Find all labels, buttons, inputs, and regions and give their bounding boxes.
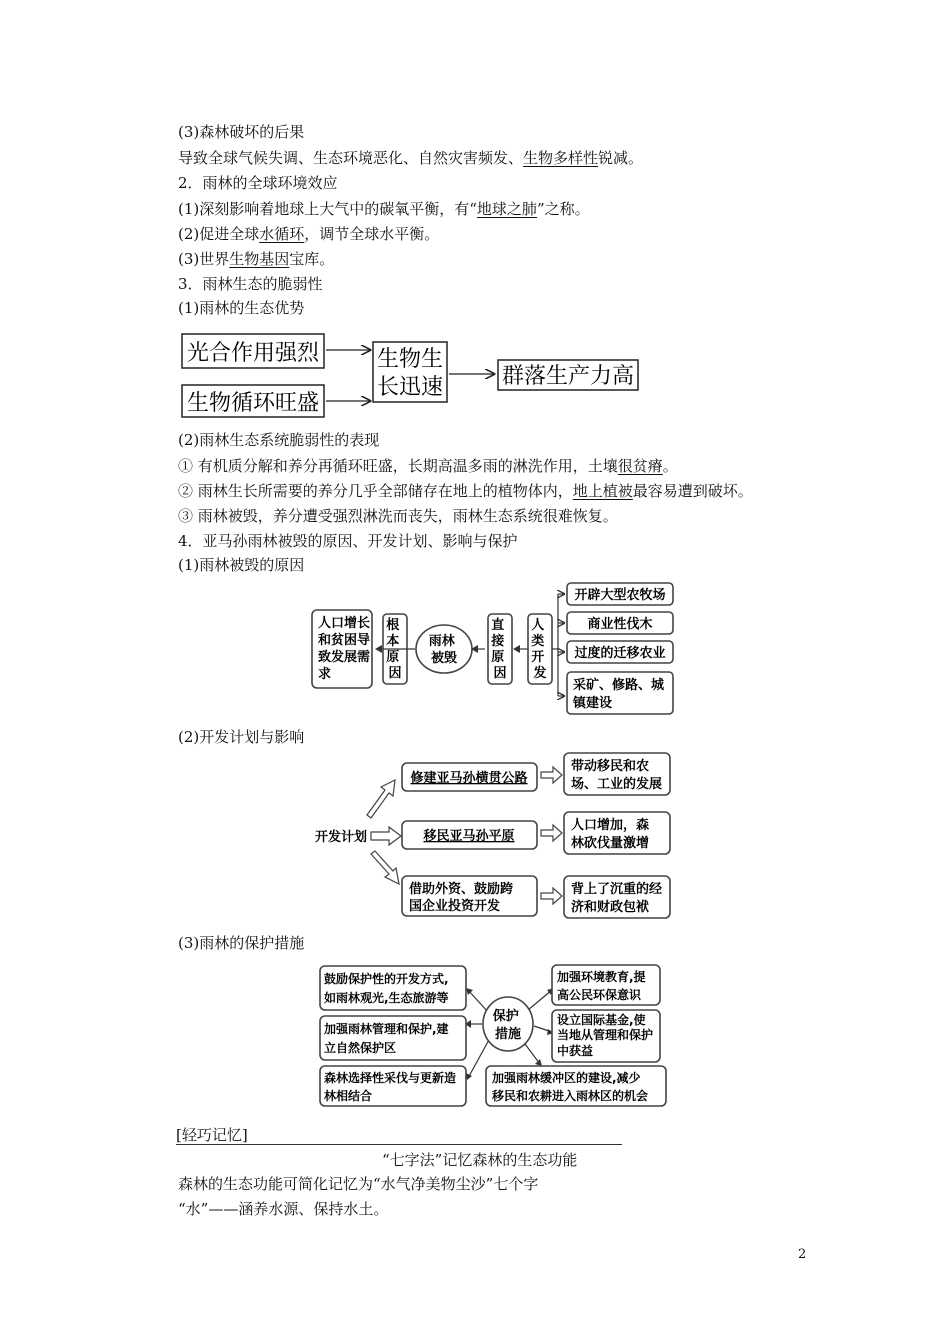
subheading-development: (2)开发计划与影响 <box>178 728 305 746</box>
text: ② 雨林生长所需要的养分几乎全部储存在地上的植物体内， <box>178 482 573 500</box>
protection-diagram <box>310 960 680 1110</box>
label-direct-cause: 直 接 原 因 <box>491 618 507 681</box>
text: (3)世界 <box>178 250 230 268</box>
label-population-growth: 人口增长 和贫困导 致发展需 求 <box>318 616 371 682</box>
label-root-cause: 根 本 原 因 <box>386 618 402 681</box>
underlined-answer: 地上植被 <box>572 482 633 500</box>
arrowhead-r3 <box>535 1059 542 1066</box>
subheading-protection: (3)雨林的保护措施 <box>178 934 305 952</box>
text: (2)促进全球 <box>178 225 260 243</box>
subheading-causes: (1)雨林被毁的原因 <box>178 556 305 574</box>
underlined-answer: 生物基因 <box>229 250 290 268</box>
underlined-answer: 地球之肺 <box>476 200 537 218</box>
label-productivity: 群落生产力高 <box>501 364 635 389</box>
memory-line-2: “水”——涵养水源、保持水土。 <box>178 1200 389 1218</box>
circle-protection-measures <box>483 997 533 1051</box>
subheading-fragility-signs: (2)雨林生态系统脆弱性的表现 <box>178 431 380 449</box>
text: ”之称。 <box>536 200 590 218</box>
label-bio-cycle: 生物循环旺盛 <box>186 391 320 416</box>
heading-fragility: 3．雨林生态的脆弱性 <box>178 275 323 293</box>
item-nutrients <box>178 481 753 501</box>
memory-line-1: 森林的生态功能可简化记忆为“水气净美物尘沙”七个字 <box>178 1175 539 1193</box>
item-recovery: ③ 雨林被毁，养分遭受强烈淋洗而丧失，雨林生态系统很难恢复。 <box>178 507 618 525</box>
label-logging: 商业性伐木 <box>587 617 653 632</box>
label-foreign-investment: 借助外资、鼓励跨 国企业投资开发 <box>409 882 514 914</box>
label-protective-development: 鼓励保护性的开发方式, 如雨林观光,生态旅游等 <box>324 972 449 1005</box>
memory-tip-header <box>176 1124 622 1145</box>
paragraph-consequences <box>178 148 643 168</box>
arrowhead-l3 <box>466 1073 472 1080</box>
underlined-answer: 水循环 <box>259 225 305 243</box>
hollow-arrow-result-2 <box>541 825 562 841</box>
text: (1)深刻影响着地球上大气中的碳氧平衡，有“ <box>178 200 477 218</box>
label-shifting-agriculture: 过度的迁移农业 <box>574 646 666 661</box>
item-poor-soil <box>178 456 678 476</box>
label-buffer-zone: 加强雨林缓冲区的建设,减少 移民和农耕进入雨林区的机会 <box>492 1071 649 1103</box>
hollow-arrow-up <box>367 780 395 818</box>
label-fast-growth-2: 长迅速 <box>376 375 444 400</box>
text: 宝库。 <box>289 250 335 268</box>
memory-tag: [轻巧记忆] <box>176 1126 248 1144</box>
arrowhead-right <box>513 645 520 653</box>
heading-forest-destruction: (3)森林破坏的后果 <box>178 123 305 141</box>
label-human-development: 人 类 开 发 <box>531 618 547 681</box>
underlined-answer: 生物多样性 <box>523 149 599 167</box>
hollow-arrow-result-3 <box>541 888 562 904</box>
label-education: 加强环境教育,提 高公民环保意识 <box>557 970 646 1002</box>
advantage-flow-diagram <box>176 328 646 420</box>
label-nature-reserve: 加强雨林管理和保护,建 立自然保护区 <box>324 1022 449 1055</box>
heading-amazon: 4．亚马孙雨林被毁的原因、开发计划、影响与保护 <box>178 532 518 550</box>
label-result-deforestation: 人口增加，森 林砍伐量激增 <box>571 818 650 851</box>
text: 导致全球气候失调、生态环境恶化、自然灾害频发、 <box>178 149 524 167</box>
development-diagram <box>305 748 685 923</box>
text: ① 有机质分解和养分再循环旺盛，长期高温多雨的淋洗作用，土壤 <box>178 457 618 475</box>
spoke-l1 <box>468 990 488 1012</box>
hollow-arrow-right <box>371 827 401 845</box>
label-rainforest-destroyed: 雨林 被毁 <box>428 634 458 666</box>
label-result-debt: 背上了沉重的经 济和财政包袱 <box>571 882 663 915</box>
label-international-fund: 设立国际基金,使 当地从管理和保护 中获益 <box>557 1013 654 1058</box>
label-result-development: 带动移民和农 场、工业的发展 <box>571 759 663 792</box>
label-protection-measures: 保护 措施 <box>492 1009 522 1042</box>
hollow-arrow-result-1 <box>541 767 562 783</box>
spoke-r1 <box>528 990 552 1010</box>
page-number: 2 <box>798 1247 807 1262</box>
subheading-advantages: (1)雨林的生态优势 <box>178 299 305 317</box>
label-selective-logging: 森林选择性采伐与更新造 林相结合 <box>324 1071 457 1103</box>
heading-global-effect: 2．雨林的全球环境效应 <box>178 174 338 192</box>
item-gene-bank <box>178 249 334 269</box>
label-migration: 移民亚马孙平原 <box>423 829 515 844</box>
text: ，调节全球水平衡。 <box>304 225 440 243</box>
label-photosynthesis: 光合作用强烈 <box>186 341 320 366</box>
underlined-answer: 很贫瘠 <box>617 457 663 475</box>
label-cattle-ranch: 开辟大型农牧场 <box>574 588 666 603</box>
text: 最容易遭到破坏。 <box>632 482 753 500</box>
label-highway: 修建亚马孙横贯公路 <box>410 771 528 786</box>
item-carbon-balance <box>178 199 590 219</box>
label-mining-roads: 采矿、修路、城 镇建设 <box>573 678 665 711</box>
hollow-arrow-down <box>371 851 399 884</box>
text: 锐减。 <box>598 149 644 167</box>
arrowhead-left <box>375 645 382 653</box>
label-fast-growth-1: 生物生 <box>376 347 444 372</box>
causes-diagram <box>305 578 685 718</box>
text: 。 <box>662 457 678 475</box>
label-development-plan: 开发计划 <box>315 830 368 845</box>
memory-title: “七字法”记忆森林的生态功能 <box>382 1151 578 1169</box>
item-water-cycle <box>178 224 439 244</box>
